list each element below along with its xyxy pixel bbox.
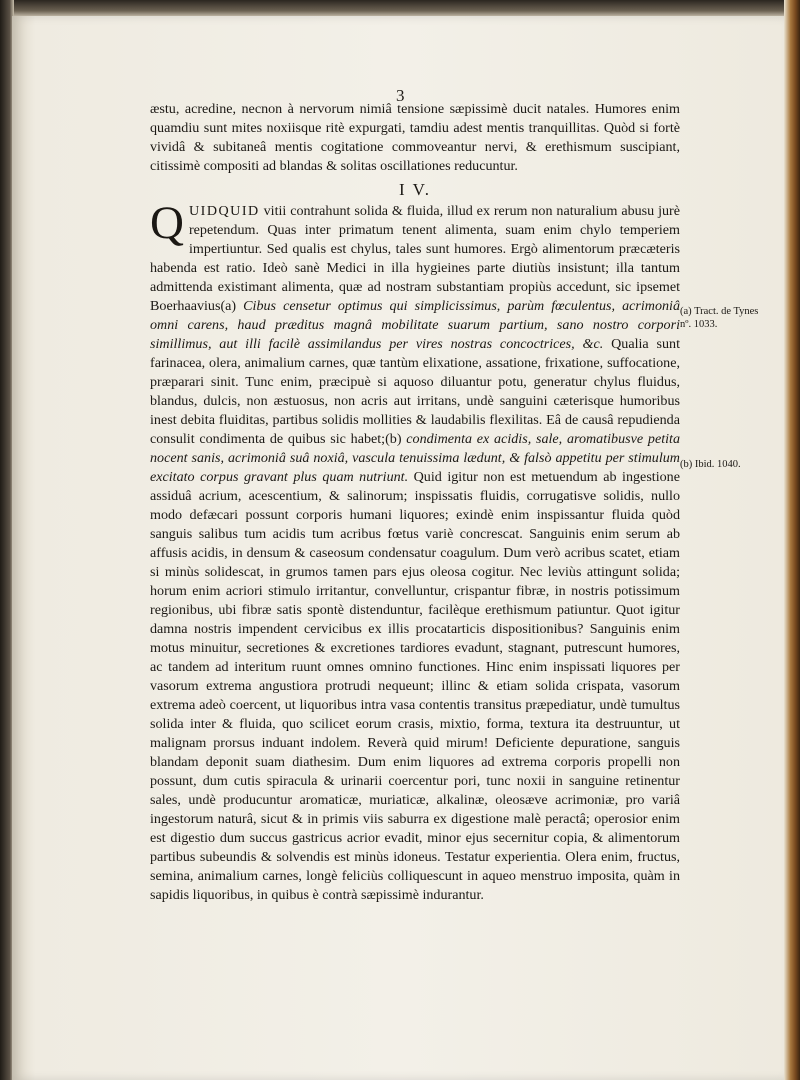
ref-a: (a) [220,298,237,314]
marginal-note-b: (b) Ibid. 1040. [680,459,741,470]
page-number: 3 [396,86,405,105]
drop-cap: Q [150,197,184,249]
body-text [150,100,680,905]
section-heading: I V. [399,180,431,199]
body-text-2: Qualia sunt farinacea, olera, animalium carnes, quæ tantùm elixatione, assatione, frixatione, suffocatione, præparari sinit. Tunc enim, præcipuè si aquoso diluantur potu, generatur chylus fluidus, blandus, dulcis, non æstuosus, non acris aut irritans, undè sanguini cæterisque humoribus inest debita fluiditas, partibus solidis mollities & laudabilis flexilitas. Eâ de causâ repudienda consulit condimenta de quibus sic habet; [150,336,681,447]
ref-b: (b) [385,431,402,447]
section-paragraph [150,197,681,905]
body-text-3: Quid igitur non est metuendum ab ingestione assiduâ acrium, acescentium, & salinorum; inspissatis fluidis, corrugatisve solidis, nullo modo defæcari possunt corporis humani liquores; exindè enim inspissantur fluida quòd sanguis salibus tum acidis tum acribus fœtus variè concrescat. Sanguinis enim serum ab affusis acidis, in densum & caseosum condensatur coagulum. Dum verò acribus scatet, etiam si minùs solidescat, in grumos tamen pars ejus oleosa cogitur. Nec leviùs attingunt solida; horum enim acriori stimulo irritantur, convelluntur, crispantur fibræ, in nostris potissimum regionibus, ubi fibræ satis spontè distenduntur, facilèque erethismum patiuntur. Quot igitur damna nostris impendent cervicibus ex illis procatarticis dispositionibus? Sanguinis enim motus minuitur, secretiones & excretiones tardiores evadunt, stagnant, putrescunt humores, ac tandem ad interitum ruunt omnes omnino functiones. Hinc enim inspissati liquores per vasorum extrema angustiora protrudi nequeunt; illinc & etiam solida crispata, vasorum extrema adeò coercent, ut liquoribus intra vasa contentis transitus præpediatur, undè tumultus solida inter & fluida, quo scilicet eorum crasis, mixtio, forma, textura ita destruuntur, ut malignam prorsus induant indolem. Reverà quid mirum! Deficiente depuratione, sanguis blandam deponit suam diathesim. Dum enim liquores ad extrema corporis propelli non possunt, dum cutis spiracula & urinarii coercentur pori, tunc noxii in sanguine retinentur sales, undè producuntur aromaticæ, muriaticæ, alkalinæ, oleosæve acrimoniæ, pro variâ ingestorum naturâ, sicut & in primis viis saburra ex digestione malè peractâ; operosior enim est digestio dum succus gastricus acrior evadit, minor ejus secernitur copia, & alimentorum partibus subeundis & solvendis est minùs idoneus. Testatur experientia. Olera enim, fructus, semina, animalium carnes, longè feliciùs colliquescunt in aqueo menstruo imposita, quàm in sapidis liquoribus, in quibus è contrà sæpissimè indurantur. [150,469,680,903]
opening-word: UIDQUID [188,203,260,219]
quote-2: condimenta ex acidis, sale, aromatibusve petita nocent sanis, acrimoniâ suâ noxiâ, vascula tenuissima lædunt, & falsò appetitu per stimulum excitato corpus gravant plus quam nutriunt. [150,431,680,485]
paragraph-1: æstu, acredine, necnon à nervorum nimiâ tensione sæpissimè ducit natales. Humores enim quamdiu sunt mites noxiisque ritè expurgati, tamdiu adest mentis tranquillitas. Quòd si fortè vividâ & subitaneâ mentis cogitatione commoveantur nervi, & erethismum suscipiant, citissimè compositi ad blandas & solitas oscillationes reducuntur. [150,101,680,174]
page-fore-edge [784,0,800,1080]
marginal-note-a: (a) Tract. de Tynes nº. 1033. [680,306,759,330]
quote-1: Cibus censetur optimus qui simplicissimus, parùm fœculentus, acrimoniâ omni carens, haud præditus magnâ mobilitate suarum partium, sano nostro corpori simillimus, aut illi facilè assimilandus per vires nostras concoctrices, &c. [150,298,680,352]
body-text-1: vitii contrahunt solida & fluida, illud ex rerum non naturalium abusu jurè repetendum. Quas inter primatum tenent alimenta, suam enim chylo temperiem impertiuntur. Sed qualis est chylus, tales sunt humores. Ergò alimentorum præcæteris habenda est ratio. Ideò sanè Medici in illa hygieines parte diutiùs insistunt; illa tantum admittenda existimant alimenta, quæ ad nostram substantiam propiùs accedunt, sic ipsemet Boerhaavius [150,203,680,314]
